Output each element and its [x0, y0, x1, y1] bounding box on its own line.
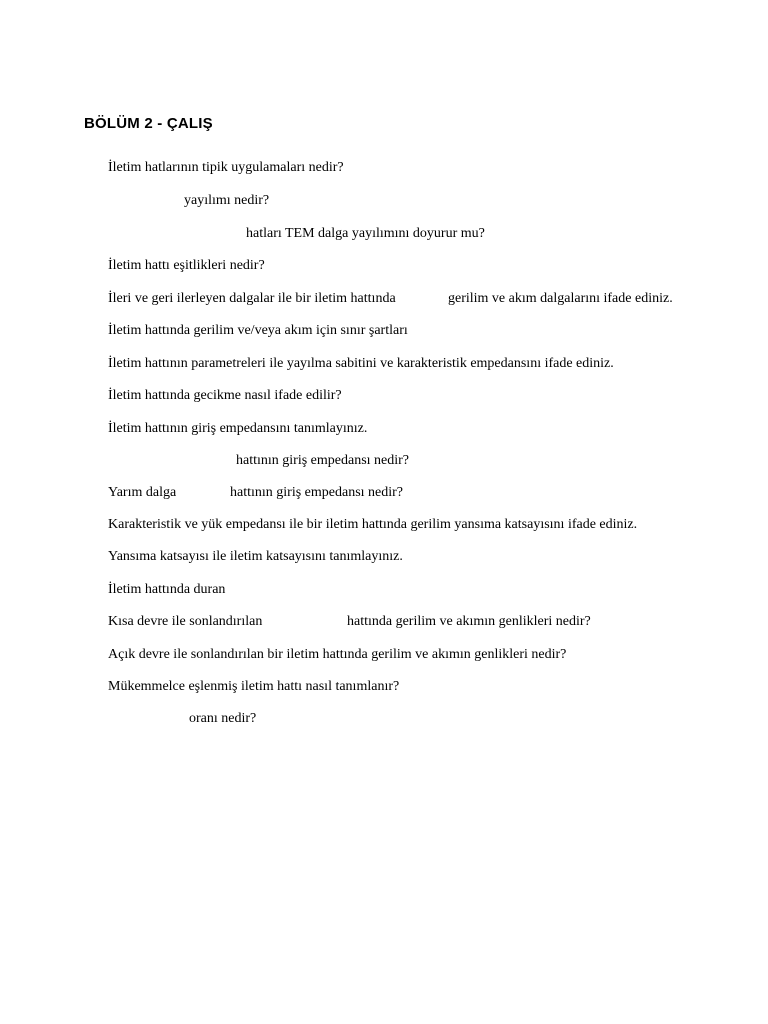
question-line-continuation — [230, 484, 403, 502]
question-text: Kısa devre ile sonlandırılan — [108, 614, 263, 629]
question-text: yayılımı nedir? — [184, 193, 270, 208]
question-text: İleri ve geri ilerleyen dalgalar ile bir iletim hattında — [108, 291, 396, 306]
question-text: İletim hattında gerilim ve/veya akım için sınır şartları — [108, 323, 408, 338]
question-text: gerilim ve akım dalgalarını ifade ediniz. — [448, 291, 673, 306]
question-text: İletim hattında gecikme nasıl ifade edilir? — [108, 388, 342, 403]
question-line — [108, 516, 637, 534]
question-line — [246, 225, 485, 243]
question-line — [108, 355, 614, 373]
question-text: Yarım dalga — [108, 485, 177, 500]
question-line — [108, 646, 566, 664]
question-line-continuation — [448, 290, 673, 308]
question-line — [108, 322, 408, 340]
question-text: hattının giriş empedansı nedir? — [230, 485, 404, 500]
question-line — [108, 159, 344, 177]
question-text: hatları TEM dalga yayılımını doyurur mu? — [246, 226, 485, 241]
question-line — [184, 192, 269, 210]
question-text: İletim hattının giriş empedansını tanımlayınız. — [108, 421, 368, 436]
question-line — [108, 581, 225, 599]
question-line-continuation — [347, 613, 591, 631]
section-heading: BÖLÜM 2 - ÇALIŞ — [84, 115, 213, 132]
question-line — [108, 257, 265, 275]
question-line — [108, 420, 367, 438]
question-line — [108, 290, 396, 308]
question-text: hattının giriş empedansı nedir? — [236, 453, 410, 468]
question-line — [108, 678, 399, 696]
question-text: oranı nedir? — [189, 711, 257, 726]
question-line — [108, 613, 262, 631]
question-text: Açık devre ile sonlandırılan bir iletim hattında gerilim ve akımın genlikleri nedir? — [108, 647, 567, 662]
question-line — [108, 484, 176, 502]
question-line — [236, 452, 409, 470]
question-text: Yansıma katsayısı ile iletim katsayısını tanımlayınız. — [108, 549, 403, 564]
question-text: İletim hattında duran — [108, 582, 226, 597]
question-line — [189, 710, 256, 728]
question-text: Mükemmelce eşlenmiş iletim hattı nasıl tanımlanır? — [108, 679, 400, 694]
question-text: İletim hattı eşitlikleri nedir? — [108, 258, 265, 273]
question-text: Karakteristik ve yük empedansı ile bir iletim hattında gerilim yansıma katsayısını ifade ediniz. — [108, 517, 638, 532]
question-text: hattında gerilim ve akımın genlikleri nedir? — [347, 614, 591, 629]
question-text: İletim hattının parametreleri ile yayılma sabitini ve karakteristik empedansını ifade ediniz. — [108, 356, 614, 371]
question-line — [108, 548, 403, 566]
question-line — [108, 387, 342, 405]
question-text: İletim hatlarının tipik uygulamaları nedir? — [108, 160, 344, 175]
